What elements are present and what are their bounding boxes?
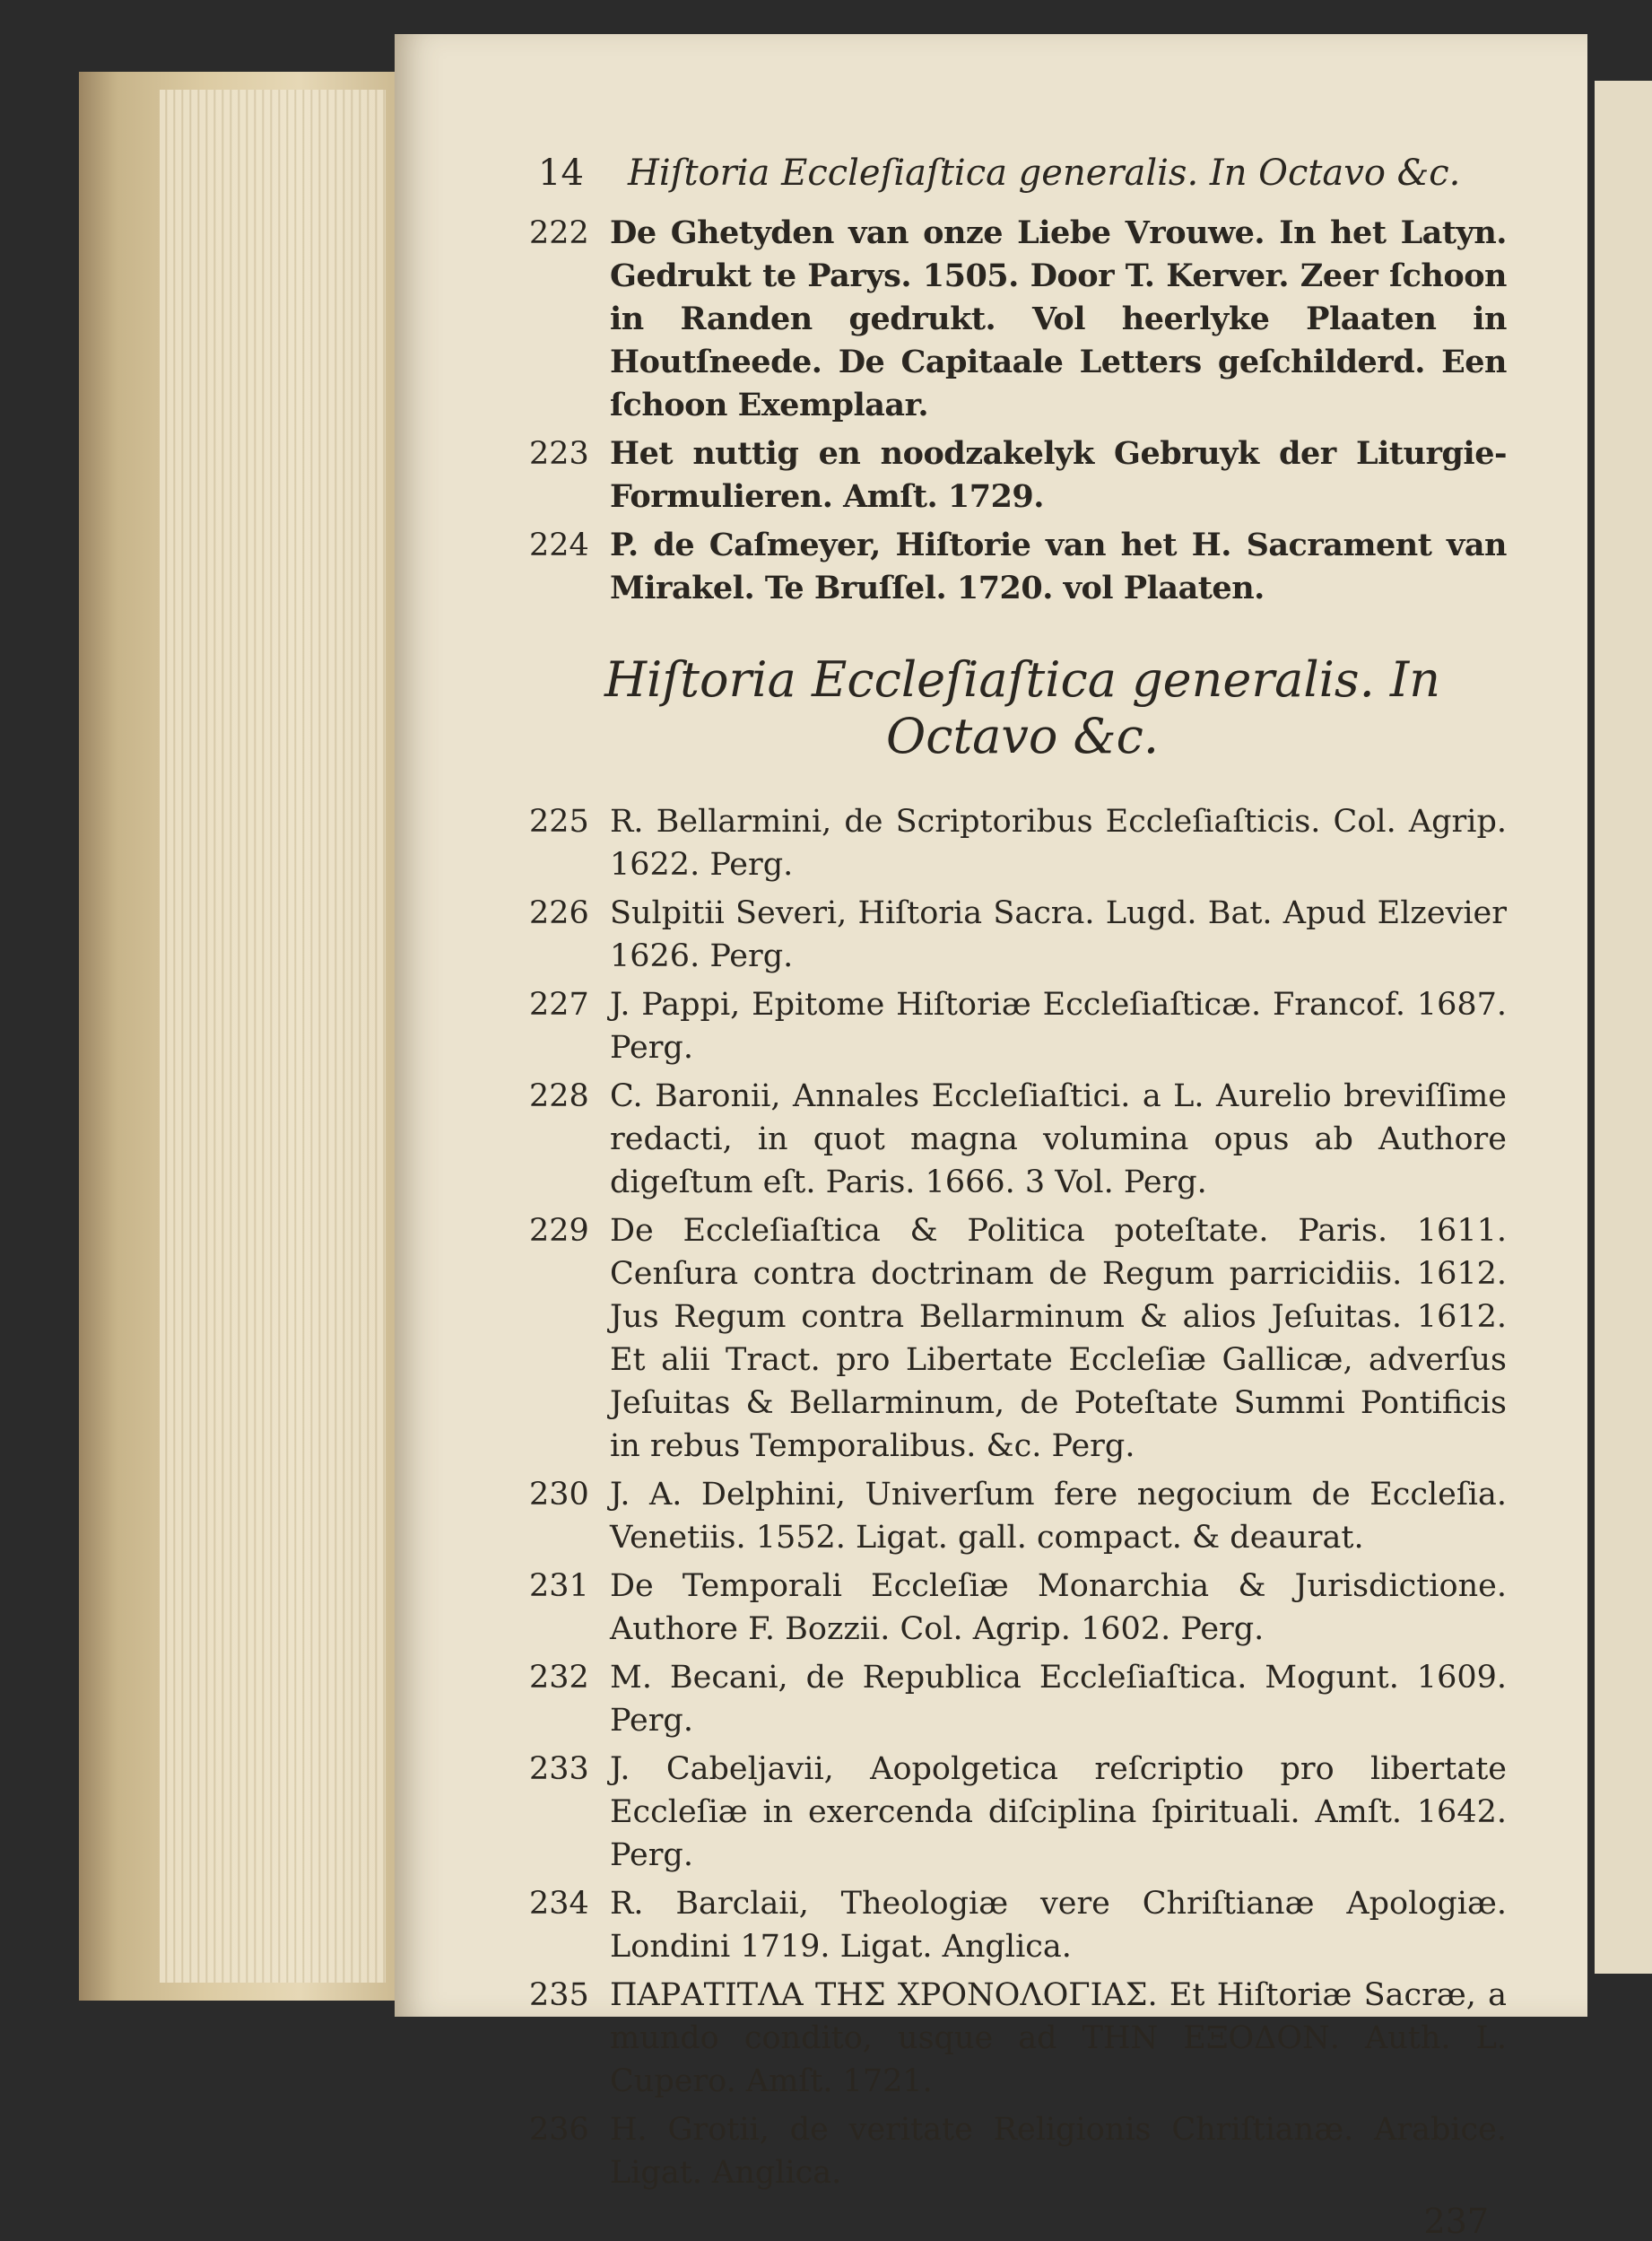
catalogue-entry [529, 432, 1507, 519]
entry-text: P. de Caſmeyer, Hiſtorie van het H. Sacrament van Mirakel. Te Bruſſel. 1720. vol Plaaten. [610, 527, 1507, 606]
entry-text: C. Baronii, Annales Eccleſiaſtici. a L. Aurelio breviſſime redacti, in quot magna volumina opus ab Authore digeſtum eſt. Paris. 1666. 3 Vol. Perg. [610, 1078, 1507, 1200]
running-head [538, 153, 1507, 194]
entry-text: J. A. Delphini, Univerſum fere negocium de Eccleſia. Venetiis. 1552. Ligat. gall. compact. & deaurat. [610, 1477, 1507, 1556]
entry-number: 226 [529, 895, 589, 931]
book-fore-edge [79, 72, 395, 2001]
entry-number: 233 [529, 1751, 589, 1787]
entry-number: 229 [529, 1213, 589, 1249]
catalogue-entry [529, 800, 1507, 886]
entry-text: De Temporali Eccleſiæ Monarchia & Jurisdictione. Authore F. Bozzii. Col. Agrip. 1602. Perg. [610, 1568, 1507, 1647]
page-number: 14 [538, 153, 584, 194]
entry-number: 235 [529, 1977, 589, 2013]
catalogue-entry [529, 1075, 1507, 1204]
entry-number: 228 [529, 1078, 589, 1114]
entry-text: R. Barclaii, Theologiæ vere Chriſtianæ Apologiæ. Londini 1719. Ligat. Anglica. [610, 1886, 1507, 1965]
entry-text: M. Becani, de Republica Eccleſiaſtica. Mogunt. 1609. Perg. [610, 1660, 1507, 1739]
entry-text: R. Bellarmini, de Scriptoribus Eccleſiaſticis. Col. Agrip. 1622. Perg. [610, 804, 1507, 883]
section-title: Hiſtoria Eccleſiaſtica generalis. In Octavo &c. [604, 651, 1441, 764]
entry-number: 234 [529, 1886, 589, 1922]
catalogue-entry [529, 1209, 1507, 1468]
entry-number: 232 [529, 1660, 589, 1696]
entry-text: De Eccleſiaſtica & Politica poteſtate. Paris. 1611. Cenſura contra doctrinam de Regum parricidiis. 1612. Jus Regum contra Bellarminum & alios Jeſuitas. 1612. Et alii Tract. pro Libertate Eccleſiæ Gallicæ, adverſus Jeſuitas & Bellarminum, de Poteſtate Summi Pontificis in rebus Temporalibus. &c. Perg. [610, 1213, 1507, 1464]
catalogue-entry [529, 2108, 1507, 2194]
entry-number: 222 [529, 215, 589, 251]
facing-page-edge [1595, 81, 1652, 1974]
entry-number: 227 [529, 987, 589, 1023]
catalogue-entry [529, 212, 1507, 427]
entry-text: De Ghetyden van onze Liebe Vrouwe. In het Latyn. Gedrukt te Parys. 1505. Door T. Kerver. Zeer ſchoon in Randen gedrukt. Vol heerlyke Plaaten in Houtſneede. De Capitaale Letters geſchilderd. Een ſchoon Exemplaar. [610, 214, 1507, 423]
entry-text: ΠΑΡΑΤΙΤΛΑ ΤΗΣ ΧΡΟΝΟΛΟΓΙΑΣ. Et Hiſtoriæ Sacræ, a mundo condito, usque ad ΤΗΝ ΕΞΟΔΟΝ. Auth. L. Cupero. Amſt. 1721. [610, 1977, 1507, 2099]
catalogue-entry [529, 892, 1507, 978]
page-stack [160, 90, 386, 1983]
catalogue-entry [529, 1565, 1507, 1651]
catalogue-entry [529, 1974, 1507, 2103]
catalogue-entry [529, 1748, 1507, 1877]
entry-number: 230 [529, 1477, 589, 1513]
catalogue-entry [529, 524, 1507, 610]
entry-text: Het nuttig en noodzakelyk Gebruyk der Liturgie-Formulieren. Amſt. 1729. [610, 435, 1507, 515]
catalogue-entry [529, 983, 1507, 1069]
entry-number: 225 [529, 804, 589, 840]
entry-text: J. Cabeljavii, Aopolgetica reſcriptio pro libertate Eccleſiæ in exercenda diſciplina ſpirituali. Amſt. 1642. Perg. [610, 1751, 1507, 1873]
entry-number: 236 [529, 2112, 589, 2148]
catchword: 237 [1423, 2202, 1489, 2241]
catalogue-entry [529, 1473, 1507, 1559]
running-title: Hiſtoria Eccleſiaſtica generalis. In Octavo &c. [628, 153, 1461, 194]
catalogue-entry [529, 1882, 1507, 1968]
page-content [529, 153, 1507, 2241]
entry-number: 224 [529, 528, 589, 563]
entry-text: Sulpitii Severi, Hiſtoria Sacra. Lugd. Bat. Apud Elzevier 1626. Perg. [610, 895, 1507, 974]
entry-text: J. Pappi, Epitome Hiſtoriæ Eccleſiaſticæ. Francof. 1687. Perg. [610, 987, 1507, 1066]
blackletter-entries [529, 212, 1507, 610]
catalogue-entry [529, 1656, 1507, 1742]
catalogue-entries [529, 800, 1507, 2194]
entry-number: 231 [529, 1568, 589, 1604]
entry-text: H. Grotii, de veritate Religionis Chriſtianæ. Arabice. Ligat. Anglica. [610, 2112, 1507, 2191]
entry-number: 223 [529, 436, 589, 472]
